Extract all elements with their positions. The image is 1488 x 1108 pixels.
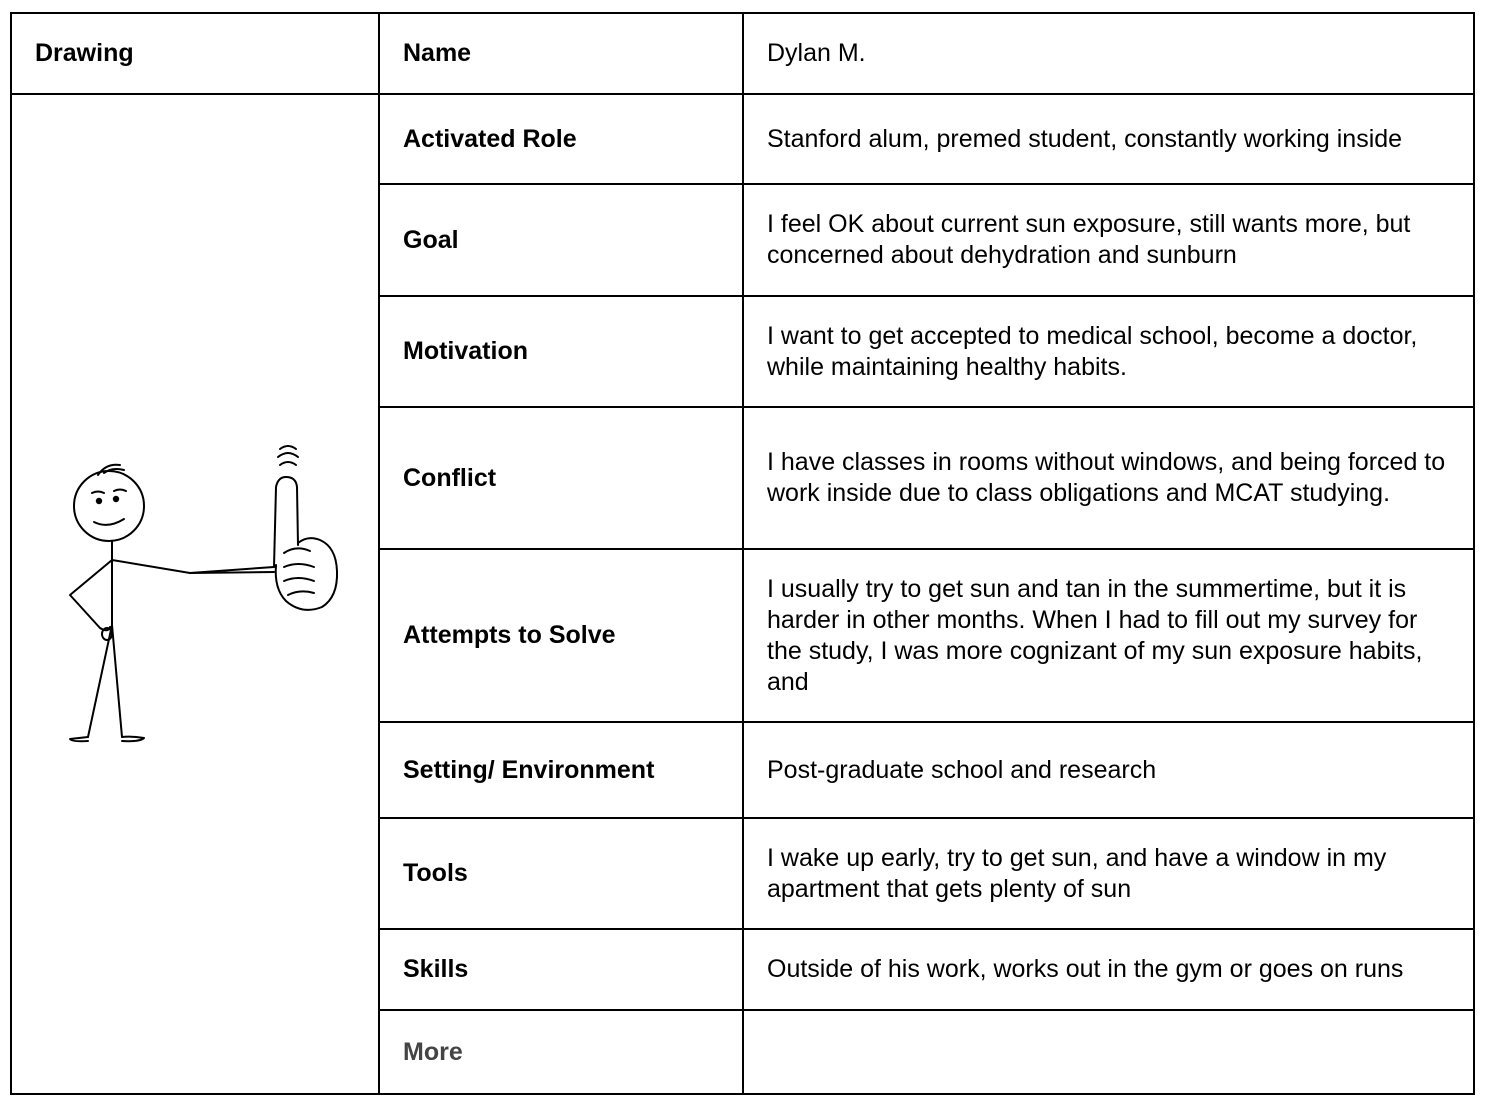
row-label: Skills — [379, 929, 743, 1010]
table-row — [11, 94, 1474, 184]
row-value: Stanford alum, premed student, constantly working inside — [743, 94, 1474, 184]
row-label: Tools — [379, 818, 743, 929]
drawing-cell — [11, 94, 379, 1094]
row-label: Goal — [379, 184, 743, 296]
row-label: Activated Role — [379, 94, 743, 184]
persona-table — [10, 12, 1475, 1095]
row-value: I wake up early, try to get sun, and have a window in my apartment that gets plenty of sun — [743, 818, 1474, 929]
row-label: Conflict — [379, 407, 743, 549]
row-label: Attempts to Solve — [379, 549, 743, 722]
row-value: I want to get accepted to medical school, become a doctor, while maintaining healthy habits. — [743, 296, 1474, 407]
thumbs-up-figure-icon — [52, 435, 342, 755]
row-label: Motivation — [379, 296, 743, 407]
row-value: I usually try to get sun and tan in the summertime, but it is harder in other months. When I had to fill out my survey for the study, I was more cognizant of my sun exposure habits, and — [743, 549, 1474, 722]
header-row — [11, 13, 1474, 94]
row-label: Setting/ Environment — [379, 722, 743, 818]
row-value: Post-graduate school and research — [743, 722, 1474, 818]
row-value — [743, 1010, 1474, 1094]
drawing-header: Drawing — [11, 13, 379, 94]
name-label: Name — [379, 13, 743, 94]
row-value: Outside of his work, works out in the gym or goes on runs — [743, 929, 1474, 1010]
name-value: Dylan M. — [743, 13, 1474, 94]
row-value: I feel OK about current sun exposure, still wants more, but concerned about dehydration and sunburn — [743, 184, 1474, 296]
row-value: I have classes in rooms without windows, and being forced to work inside due to class obligations and MCAT studying. — [743, 407, 1474, 549]
row-label: More — [379, 1010, 743, 1094]
